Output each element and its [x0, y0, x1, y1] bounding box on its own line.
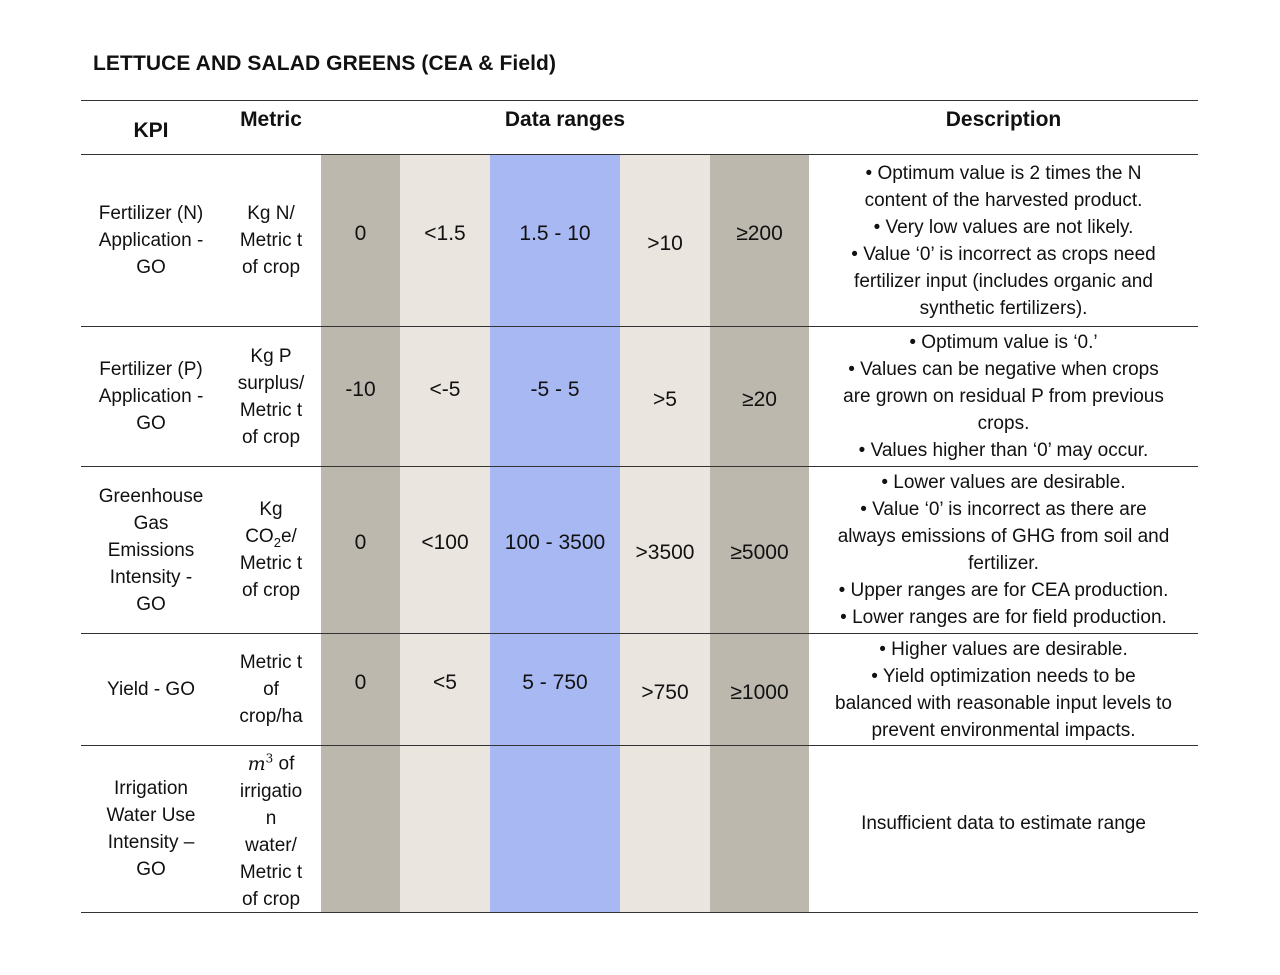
row-4-description: • Higher values are desirable. • Yield optimization needs to be balanced with reasonable input levels to prevent environmental impacts. [835, 638, 1172, 741]
row-4-range-high: ≥1000 [730, 680, 789, 704]
row-1-range-above: >10 [647, 231, 683, 255]
row-1-metric: Kg N/ Metric t of crop [239, 203, 303, 278]
row-5-description: Insufficient data to estimate range [861, 812, 1146, 834]
header-description: Description [945, 107, 1062, 131]
row-2-range-high: ≥20 [742, 387, 777, 411]
row-4-range-optimum: 5 - 750 [522, 670, 588, 694]
row-1-range-high: ≥200 [736, 221, 783, 245]
header-data-ranges: Data ranges [504, 107, 626, 131]
row-4-kpi: Yield - GO [107, 679, 195, 700]
row-3-metric: Kg $CO_2e/$ Metric t of crop [239, 499, 303, 601]
row-3-range-above: >3500 [635, 540, 695, 564]
row-2-range-below: <-5 [429, 377, 461, 401]
row-4-range-above: >750 [641, 680, 689, 704]
row-1-range-low: 0 [354, 221, 367, 245]
row-2-range-low: -10 [345, 377, 376, 401]
row-2-range-above: >5 [653, 387, 677, 411]
row-5-kpi: Irrigation Water Use Intensity – GO [106, 778, 196, 880]
row-2-description: • Optimum value is ‘0.’ • Values can be negative when crops are grown on residual P from previous crops. • Values higher than ‘0’ may occur. [843, 332, 1164, 461]
row-4-range-below: <5 [433, 670, 457, 694]
table-title: LETTUCE AND SALAD GREENS (CEA & Field) [93, 52, 557, 75]
row-2-range-optimum: -5 - 5 [530, 377, 580, 401]
row-3-range-optimum: 100 - 3500 [504, 530, 606, 554]
row-3-range-below: <100 [421, 530, 469, 554]
row-1-description: • Optimum value is 2 times the N content of the harvested product. • Very low values are not likely. • Value ‘0’ is incorrect as crops need fertilizer input (includes organic and synthetic fertilizers). [851, 162, 1156, 319]
row-1-range-optimum: 1.5 - 10 [519, 221, 591, 245]
row-4-range-low: 0 [354, 670, 367, 694]
row-1-kpi: Fertilizer (N) Application - GO [98, 203, 204, 278]
row-1-range-below: <1.5 [424, 221, 466, 245]
row-3-range-high: ≥5000 [730, 540, 789, 564]
row-2-metric: Kg P surplus/ Metric t of crop [237, 345, 305, 448]
row-5-metric: $m^3$ of irrigatio n water/ Metric t of crop [239, 751, 303, 910]
row-3-range-low: 0 [354, 530, 367, 554]
header-metric: Metric [240, 107, 302, 131]
row-2-kpi: Fertilizer (P) Application - GO [98, 359, 204, 434]
row-3-kpi: Greenhouse Gas Emissions Intensity - GO [98, 485, 204, 615]
row-4-metric: Metric t of crop/ha [239, 652, 303, 727]
row-3-description: • Lower values are desirable. • Value ‘0’ is incorrect as there are always emissions of GHG from soil and fertilizer. • Upper ranges are for CEA production. • Lower ranges are for field production. [837, 472, 1170, 628]
header-kpi: KPI [133, 118, 169, 142]
rule-top [81, 100, 1198, 101]
